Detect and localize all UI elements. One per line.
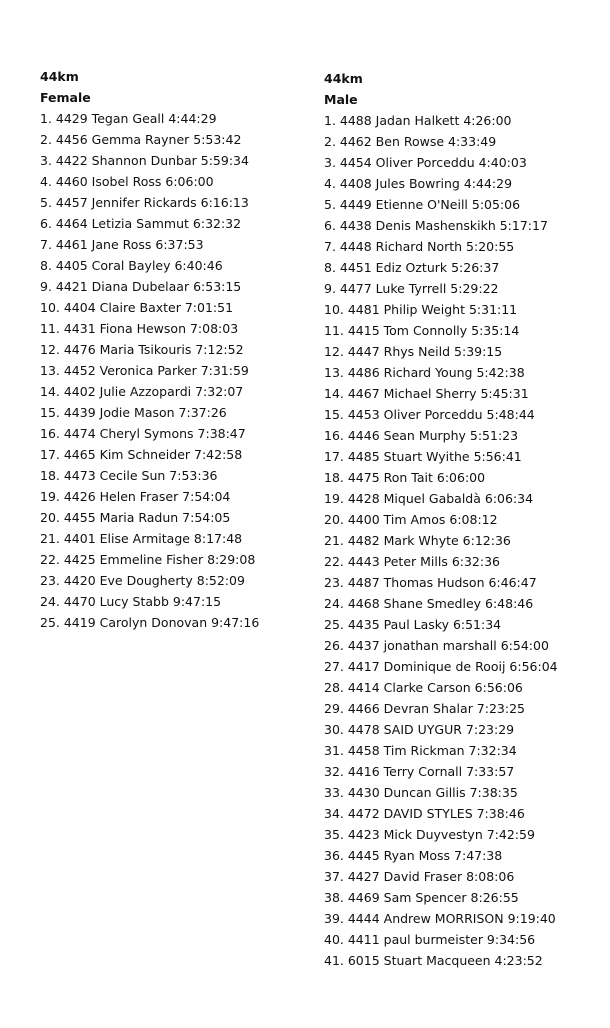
male-result-row: 37. 4427 David Fraser 8:08:06 <box>324 869 515 884</box>
female-result-row: 10. 4404 Claire Baxter 7:01:51 <box>40 300 234 315</box>
female-result-row: 7. 4461 Jane Ross 6:37:53 <box>40 237 204 252</box>
female-result-row: 9. 4421 Diana Dubelaar 6:53:15 <box>40 279 242 294</box>
male-result-row: 40. 4411 paul burmeister 9:34:56 <box>324 932 536 947</box>
male-result-row: 1. 4488 Jadan Halkett 4:26:00 <box>324 113 512 128</box>
female-result-row: 14. 4402 Julie Azzopardi 7:32:07 <box>40 384 244 399</box>
male-result-row: 35. 4423 Mick Duyvestyn 7:42:59 <box>324 827 535 842</box>
male-result-row: 6. 4438 Denis Mashenskikh 5:17:17 <box>324 218 548 233</box>
male-result-row: 19. 4428 Miquel Gabaldà 6:06:34 <box>324 491 534 506</box>
male-result-row: 31. 4458 Tim Rickman 7:32:34 <box>324 743 517 758</box>
male-result-row: 17. 4485 Stuart Wyithe 5:56:41 <box>324 449 522 464</box>
female-result-row: 18. 4473 Cecile Sun 7:53:36 <box>40 468 218 483</box>
female-result-row: 25. 4419 Carolyn Donovan 9:47:16 <box>40 615 260 630</box>
female-result-row: 8. 4405 Coral Bayley 6:40:46 <box>40 258 223 273</box>
female-distance-heading: 44km <box>40 69 79 84</box>
male-result-row: 14. 4467 Michael Sherry 5:45:31 <box>324 386 529 401</box>
male-result-row: 8. 4451 Ediz Ozturk 5:26:37 <box>324 260 500 275</box>
female-results-column <box>40 66 310 633</box>
male-result-row: 2. 4462 Ben Rowse 4:33:49 <box>324 134 497 149</box>
male-result-row: 32. 4416 Terry Cornall 7:33:57 <box>324 764 515 779</box>
female-result-row: 4. 4460 Isobel Ross 6:06:00 <box>40 174 214 189</box>
female-result-row: 1. 4429 Tegan Geall 4:44:29 <box>40 111 217 126</box>
male-result-row: 13. 4486 Richard Young 5:42:38 <box>324 365 525 380</box>
male-result-row: 22. 4443 Peter Mills 6:32:36 <box>324 554 501 569</box>
female-result-row: 11. 4431 Fiona Hewson 7:08:03 <box>40 321 239 336</box>
female-result-row: 17. 4465 Kim Schneider 7:42:58 <box>40 447 243 462</box>
female-result-row: 23. 4420 Eve Dougherty 8:52:09 <box>40 573 245 588</box>
male-result-row: 38. 4469 Sam Spencer 8:26:55 <box>324 890 519 905</box>
male-result-row: 29. 4466 Devran Shalar 7:23:25 <box>324 701 525 716</box>
female-result-row: 16. 4474 Cheryl Symons 7:38:47 <box>40 426 246 441</box>
male-result-row: 18. 4475 Ron Tait 6:06:00 <box>324 470 486 485</box>
male-result-row: 5. 4449 Etienne O'Neill 5:05:06 <box>324 197 521 212</box>
male-result-row: 9. 4477 Luke Tyrrell 5:29:22 <box>324 281 499 296</box>
male-result-row: 24. 4468 Shane Smedley 6:48:46 <box>324 596 534 611</box>
male-result-row: 20. 4400 Tim Amos 6:08:12 <box>324 512 498 527</box>
male-result-row: 16. 4446 Sean Murphy 5:51:23 <box>324 428 519 443</box>
male-distance-heading: 44km <box>324 71 363 86</box>
male-result-row: 28. 4414 Clarke Carson 6:56:06 <box>324 680 523 695</box>
male-result-row: 34. 4472 DAVID STYLES 7:38:46 <box>324 806 525 821</box>
male-result-row: 4. 4408 Jules Bowring 4:44:29 <box>324 176 513 191</box>
male-gender-heading: Male <box>324 92 358 107</box>
female-result-row: 2. 4456 Gemma Rayner 5:53:42 <box>40 132 242 147</box>
female-result-row: 20. 4455 Maria Radun 7:54:05 <box>40 510 231 525</box>
female-result-row: 15. 4439 Jodie Mason 7:37:26 <box>40 405 227 420</box>
male-result-row: 23. 4487 Thomas Hudson 6:46:47 <box>324 575 537 590</box>
male-result-row: 33. 4430 Duncan Gillis 7:38:35 <box>324 785 518 800</box>
male-result-row: 21. 4482 Mark Whyte 6:12:36 <box>324 533 511 548</box>
female-result-row: 5. 4457 Jennifer Rickards 6:16:13 <box>40 195 249 210</box>
male-result-row: 10. 4481 Philip Weight 5:31:11 <box>324 302 518 317</box>
female-result-row: 24. 4470 Lucy Stabb 9:47:15 <box>40 594 222 609</box>
male-result-row: 26. 4437 jonathan marshall 6:54:00 <box>324 638 549 653</box>
female-results-list <box>40 108 310 633</box>
female-result-row: 13. 4452 Veronica Parker 7:31:59 <box>40 363 249 378</box>
male-result-row: 41. 6015 Stuart Macqueen 4:23:52 <box>324 953 543 968</box>
male-results-column <box>324 68 604 971</box>
male-result-row: 11. 4415 Tom Connolly 5:35:14 <box>324 323 520 338</box>
female-result-row: 22. 4425 Emmeline Fisher 8:29:08 <box>40 552 256 567</box>
male-results-list <box>324 110 604 971</box>
female-gender-heading: Female <box>40 90 91 105</box>
male-result-row: 27. 4417 Dominique de Rooij 6:56:04 <box>324 659 558 674</box>
female-result-row: 12. 4476 Maria Tsikouris 7:12:52 <box>40 342 244 357</box>
female-result-row: 3. 4422 Shannon Dunbar 5:59:34 <box>40 153 249 168</box>
male-result-row: 25. 4435 Paul Lasky 6:51:34 <box>324 617 502 632</box>
male-result-row: 36. 4445 Ryan Moss 7:47:38 <box>324 848 503 863</box>
male-result-row: 12. 4447 Rhys Neild 5:39:15 <box>324 344 503 359</box>
male-result-row: 7. 4448 Richard North 5:20:55 <box>324 239 515 254</box>
male-result-row: 3. 4454 Oliver Porceddu 4:40:03 <box>324 155 527 170</box>
male-result-row: 30. 4478 SAID UYGUR 7:23:29 <box>324 722 515 737</box>
male-result-row: 39. 4444 Andrew MORRISON 9:19:40 <box>324 911 556 926</box>
female-result-row: 19. 4426 Helen Fraser 7:54:04 <box>40 489 231 504</box>
male-result-row: 15. 4453 Oliver Porceddu 5:48:44 <box>324 407 535 422</box>
female-result-row: 6. 4464 Letizia Sammut 6:32:32 <box>40 216 242 231</box>
female-result-row: 21. 4401 Elise Armitage 8:17:48 <box>40 531 243 546</box>
